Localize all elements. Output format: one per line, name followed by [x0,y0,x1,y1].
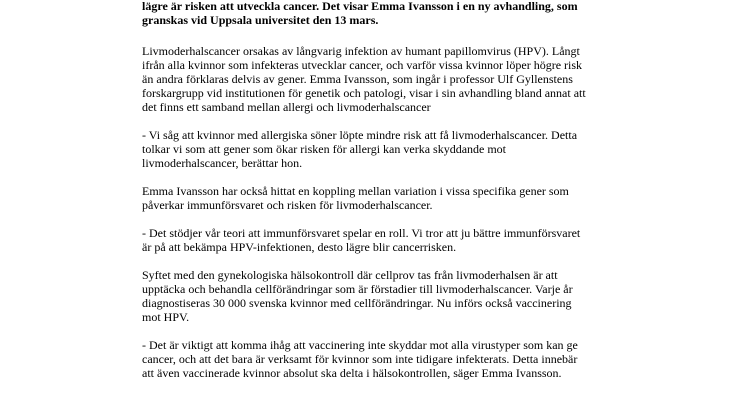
paragraph-immune-quote: - Det stödjer vår teori att immunförsvaret spelar en roll. Vi tror att ju bättre immunförsvaret är på att bekämpa HPV-infektionen, desto lägre blir cancerrisken. [142,226,581,254]
paragraph-immune-genes: Emma Ivansson har också hittat en koppling mellan variation i vissa specifika gener som påverkar immunförsvaret och risken för livmoderhalscancer. [142,184,569,212]
paragraph-vaccination-quote: - Det är viktigt att komma ihåg att vaccinering inte skyddar mot alla virustyper som kan ge cancer, och att det bara är verksamt för kvinnor som inte tidigare infekterats. Detta innebär att även vaccinerade kvinnor absolut ska delta i hälsokontrollen, säger Emma Ivansson. [142,338,578,380]
paragraph-screening: Syftet med den gynekologiska hälsokontroll där cellprov tas från livmoderhalsen är att upptäcka och behandla cellförändringar som är förstadier till livmoderhalscancer. Varje år diagnostiseras 30 000 svenska kvinnor med cellförändringar. Nu införs också vaccinering mot HPV. [142,268,573,324]
article-lead: lägre är risken att utveckla cancer. Det visar Emma Ivansson i en ny avhandling, som granskas vid Uppsala universitet den 13 mars. [142,0,578,27]
paragraph-allergy-quote: - Vi såg att kvinnor med allergiska söner löpte mindre risk att få livmoderhalscancer. Detta tolkar vi som att gener som ökar risken för allergi kan verka skyddande mot livmoderhalscancer, berättar hon. [142,128,578,170]
article-body [142,0,590,394]
paragraph-cause: Livmoderhalscancer orsakas av långvarig infektion av humant papillomvirus (HPV). Långt ifrån alla kvinnor som infekteras utvecklar cancer, och varför vissa kvinnor löper högre risk än andra förklaras delvis av gener. Emma Ivansson, som ingår i professor Ulf Gyllenstens forskargrupp vid institutionen för genetik och patologi, visar i sin avhandling bland annat att det finns ett samband mellan allergi och livmoderhalscancer [142,44,586,114]
